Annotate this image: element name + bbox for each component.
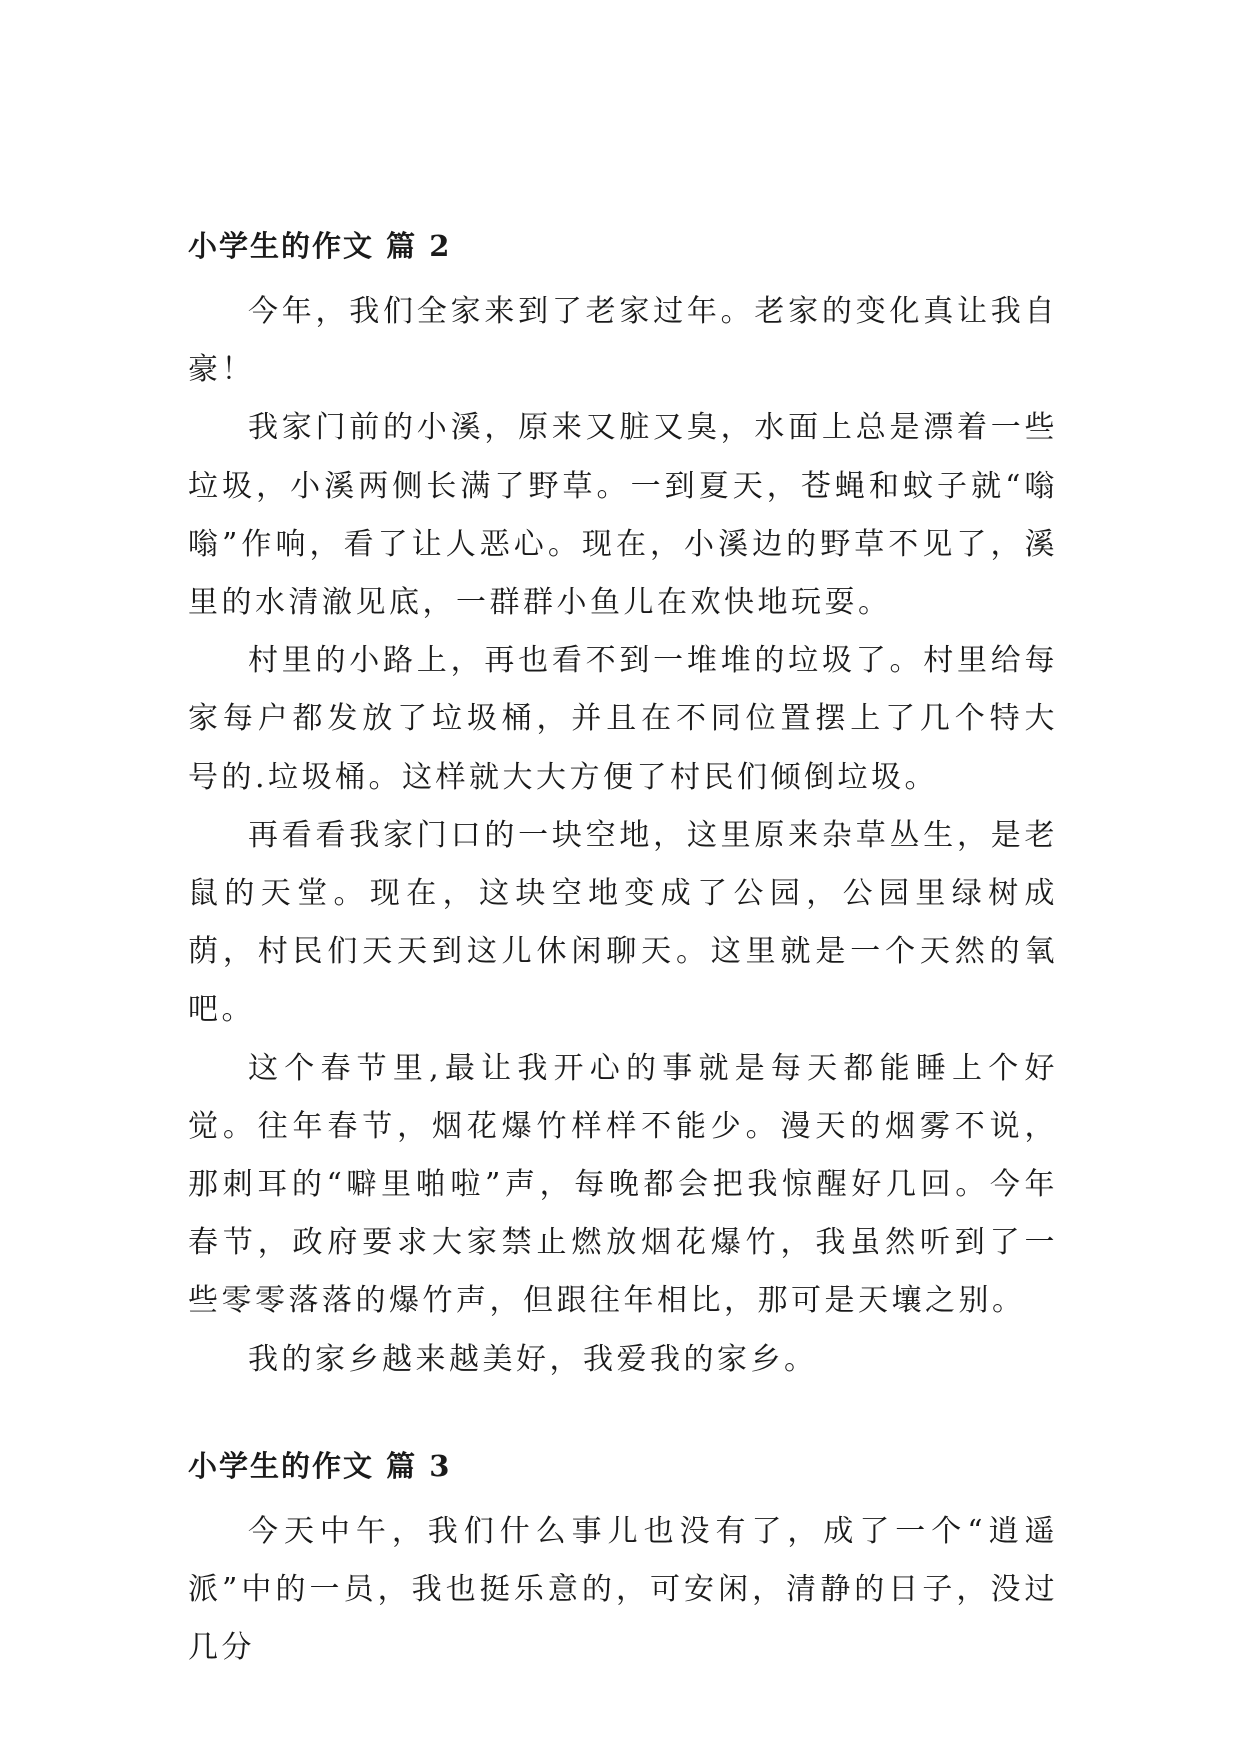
document-body xyxy=(188,225,1058,1677)
paragraph: 今天中午，我们什么事儿也没有了，成了一个“逍遥派”中的一员，我也挺乐意的，可安闲，清静的日子，没过几分 xyxy=(188,1513,1058,1666)
paragraph: 这个春节里,最让我开心的事就是每天都能睡上个好觉。往年春节，烟花爆竹样样不能少。漫天的烟雾不说，那刺耳的“噼里啪啦”声，每晚都会把我惊醒好几回。今年春节，政府要求大家禁止燃放烟花爆竹，我虽然听到了一些零零落落的爆竹声，但跟往年相比，那可是天壤之别。 xyxy=(188,1050,1058,1319)
paragraph: 我家门前的小溪，原来又脏又臭，水面上总是漂着一些垃圾，小溪两侧长满了野草。一到夏天，苍蝇和蚊子就“嗡嗡”作响，看了让人恶心。现在，小溪边的野草不见了，溪里的水清澈见底，一群群小鱼儿在欢快地玩耍。 xyxy=(188,410,1058,621)
paragraph: 我的家乡越来越美好，我爱我的家乡。 xyxy=(248,1341,818,1377)
essay-section-2 xyxy=(188,225,1058,1389)
section-title: 小学生的作文 篇 3 xyxy=(188,1448,452,1483)
section-title: 小学生的作文 篇 2 xyxy=(188,229,452,263)
paragraph: 再看看我家门口的一块空地，这里原来杂草丛生，是老鼠的天堂。现在，这块空地变成了公园，公园里绿树成荫，村民们天天到这儿休闲聊天。这里就是一个天然的氧吧。 xyxy=(188,817,1058,1028)
essay-section-3 xyxy=(188,1445,1058,1678)
paragraph: 今年，我们全家来到了老家过年。老家的变化真让我自豪！ xyxy=(188,294,1058,388)
paragraph: 村里的小路上，再也看不到一堆堆的垃圾了。村里给每家每户都发放了垃圾桶，并且在不同位置摆上了几个特大号的.垃圾桶。这样就大大方便了村民们倾倒垃圾。 xyxy=(188,643,1058,795)
